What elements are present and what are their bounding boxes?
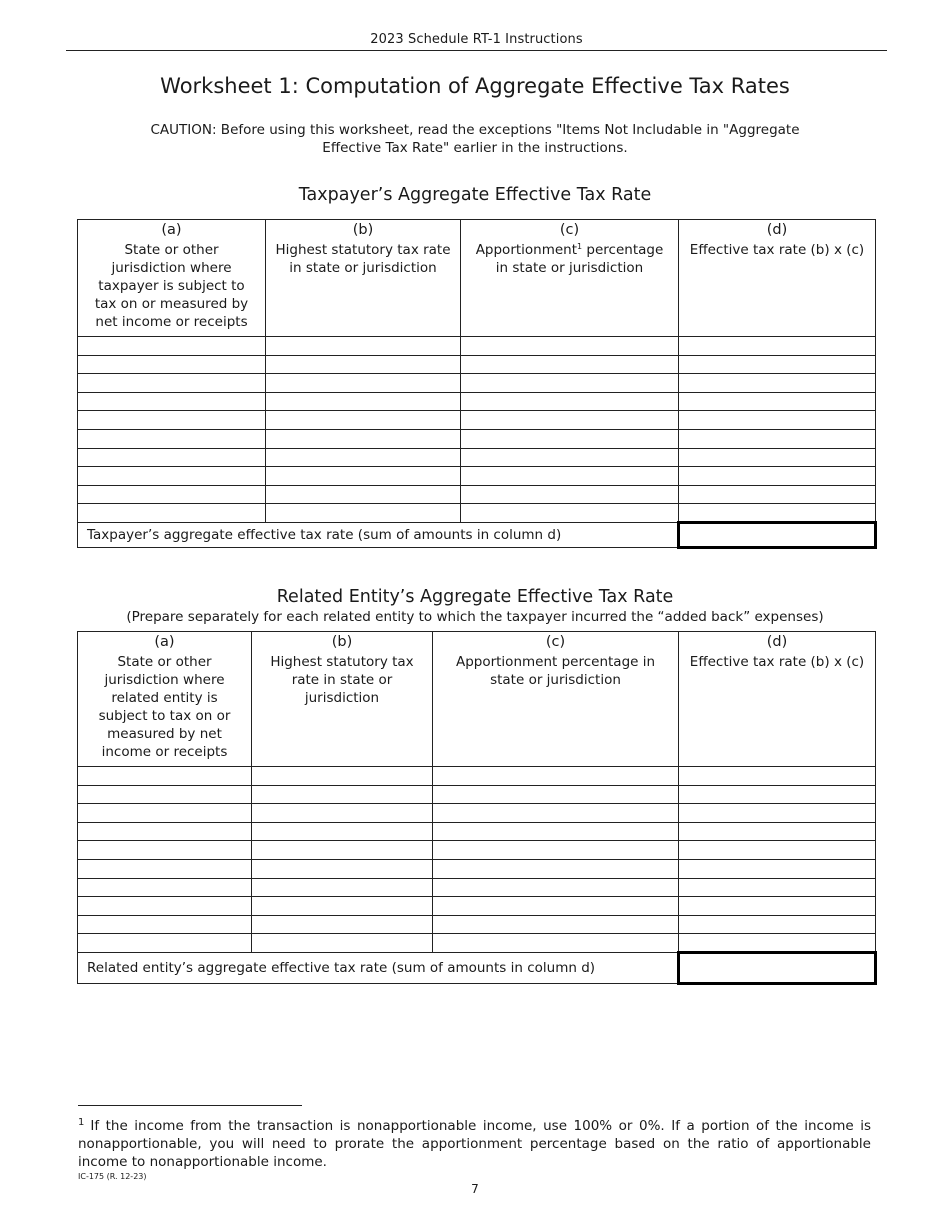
jurisdiction-cell[interactable] [78, 392, 266, 411]
effective-rate-cell[interactable] [679, 392, 876, 411]
statutory-rate-cell[interactable] [252, 878, 433, 897]
table-row [78, 915, 876, 934]
column-b-header [252, 632, 433, 767]
column-d-header [679, 632, 876, 767]
table-row [78, 934, 876, 953]
column-description [461, 241, 678, 277]
column-letter: (d) [766, 222, 788, 238]
effective-rate-cell[interactable] [679, 878, 876, 897]
apportionment-cell[interactable] [461, 411, 679, 430]
column-letter: (b) [331, 634, 353, 650]
table-row [78, 897, 876, 916]
effective-rate-cell[interactable] [679, 374, 876, 393]
column-description: State or other jurisdiction where taxpayer is subject to tax on or measured by net income or receipts [94, 242, 249, 330]
taxpayer-total-label: Taxpayer’s aggregate effective tax rate (sum of amounts in column d) [78, 522, 679, 547]
footnote-reference: 1 [577, 242, 583, 251]
jurisdiction-cell[interactable] [78, 504, 266, 523]
table-row [78, 504, 876, 523]
form-id: IC-175 (R. 12-23) [78, 1172, 147, 1181]
table-row [78, 767, 876, 786]
statutory-rate-cell[interactable] [252, 897, 433, 916]
jurisdiction-cell[interactable] [78, 915, 252, 934]
related-section-title: Related Entity’s Aggregate Effective Tax Rate [276, 587, 674, 607]
jurisdiction-cell[interactable] [78, 841, 252, 860]
jurisdiction-cell[interactable] [78, 804, 252, 823]
column-text-before: Apportionment [475, 242, 578, 258]
statutory-rate-cell[interactable] [252, 767, 433, 786]
statutory-rate-cell[interactable] [266, 485, 461, 504]
column-description: Highest statutory tax rate in state or jurisdiction [275, 242, 451, 276]
jurisdiction-cell[interactable] [78, 785, 252, 804]
table-row [78, 411, 876, 430]
related-total-label: Related entity’s aggregate effective tax rate (sum of amounts in column d) [78, 952, 679, 983]
statutory-rate-cell[interactable] [266, 504, 461, 523]
effective-rate-cell[interactable] [679, 785, 876, 804]
apportionment-cell[interactable] [461, 337, 679, 356]
column-description: Apportionment percentage in state or jurisdiction [455, 654, 656, 688]
statutory-rate-cell[interactable] [266, 355, 461, 374]
jurisdiction-cell[interactable] [78, 411, 266, 430]
statutory-rate-cell[interactable] [252, 804, 433, 823]
taxpayer-entry-rows [78, 337, 876, 523]
effective-rate-cell[interactable] [679, 859, 876, 878]
page-number: 7 [471, 1182, 479, 1196]
jurisdiction-cell[interactable] [78, 467, 266, 486]
jurisdiction-cell[interactable] [78, 355, 266, 374]
column-b-header [266, 220, 461, 337]
table-row [78, 337, 876, 356]
apportionment-cell[interactable] [461, 485, 679, 504]
table-row [78, 429, 876, 448]
statutory-rate-cell[interactable] [252, 822, 433, 841]
related-header-row [78, 632, 876, 767]
jurisdiction-cell[interactable] [78, 448, 266, 467]
column-a-header [78, 632, 252, 767]
apportionment-cell[interactable] [433, 934, 679, 953]
header-rule [66, 50, 887, 51]
jurisdiction-cell[interactable] [78, 485, 266, 504]
column-description: Highest statutory tax rate in state or jurisdiction [270, 654, 414, 706]
column-text-after: percentage in state or jurisdiction [495, 242, 664, 276]
footnote-rule [78, 1105, 302, 1106]
page-title: Worksheet 1: Computation of Aggregate Effective Tax Rates [160, 74, 790, 98]
apportionment-cell[interactable] [433, 878, 679, 897]
apportionment-cell[interactable] [433, 822, 679, 841]
related-entry-rows [78, 767, 876, 953]
table-row [78, 804, 876, 823]
column-description: Effective tax rate (b) x (c) [689, 242, 865, 258]
apportionment-cell[interactable] [433, 915, 679, 934]
jurisdiction-cell[interactable] [78, 822, 252, 841]
jurisdiction-cell[interactable] [78, 878, 252, 897]
column-letter: (c) [559, 222, 580, 238]
column-letter: (b) [352, 222, 374, 238]
effective-rate-cell[interactable] [679, 411, 876, 430]
jurisdiction-cell[interactable] [78, 374, 266, 393]
effective-rate-cell[interactable] [679, 485, 876, 504]
statutory-rate-cell[interactable] [266, 374, 461, 393]
statutory-rate-cell[interactable] [252, 785, 433, 804]
apportionment-cell[interactable] [461, 392, 679, 411]
effective-rate-cell[interactable] [679, 429, 876, 448]
apportionment-cell[interactable] [461, 429, 679, 448]
footnote-text: If the income from the transaction is nonapportionable income, use 100% or 0%. If a portion of the income is nonapportionable, you will need to prorate the apportionment percentage based on the ratio of apportionable income to nonapportionable income. [78, 1118, 871, 1170]
table-row [78, 785, 876, 804]
column-letter: (a) [161, 222, 182, 238]
apportionment-cell[interactable] [461, 448, 679, 467]
effective-rate-cell[interactable] [679, 355, 876, 374]
column-letter: (c) [545, 634, 566, 650]
statutory-rate-cell[interactable] [266, 337, 461, 356]
footnote-mark: 1 [78, 1117, 85, 1128]
apportionment-cell[interactable] [433, 859, 679, 878]
apportionment-cell[interactable] [433, 804, 679, 823]
effective-rate-cell[interactable] [679, 504, 876, 523]
related-section-subtitle: (Prepare separately for each related entity to which the taxpayer incurred the “added back” expenses) [126, 609, 824, 625]
jurisdiction-cell[interactable] [78, 429, 266, 448]
statutory-rate-cell[interactable] [266, 411, 461, 430]
statutory-rate-cell[interactable] [266, 429, 461, 448]
effective-rate-cell[interactable] [679, 767, 876, 786]
statutory-rate-cell[interactable] [252, 915, 433, 934]
related-total-row [78, 952, 876, 983]
column-letter: (d) [766, 634, 788, 650]
table-row [78, 448, 876, 467]
apportionment-cell[interactable] [433, 767, 679, 786]
effective-rate-cell[interactable] [679, 897, 876, 916]
jurisdiction-cell[interactable] [78, 934, 252, 953]
jurisdiction-cell[interactable] [78, 767, 252, 786]
table-row [78, 374, 876, 393]
jurisdiction-cell[interactable] [78, 859, 252, 878]
jurisdiction-cell[interactable] [78, 897, 252, 916]
apportionment-cell[interactable] [433, 785, 679, 804]
statutory-rate-cell[interactable] [252, 934, 433, 953]
jurisdiction-cell[interactable] [78, 337, 266, 356]
table-row [78, 841, 876, 860]
table-row [78, 392, 876, 411]
column-letter: (a) [154, 634, 175, 650]
related-entity-table [77, 631, 877, 985]
column-description: State or other jurisdiction where related entity is subject to tax on or measured by net income or receipts [98, 654, 231, 760]
statutory-rate-cell[interactable] [252, 841, 433, 860]
apportionment-cell[interactable] [461, 374, 679, 393]
effective-rate-cell[interactable] [679, 822, 876, 841]
effective-rate-cell[interactable] [679, 448, 876, 467]
taxpayer-header-row [78, 220, 876, 337]
apportionment-cell[interactable] [461, 467, 679, 486]
table-row [78, 467, 876, 486]
related-total-field[interactable] [679, 952, 876, 983]
effective-rate-cell[interactable] [679, 337, 876, 356]
apportionment-cell[interactable] [461, 504, 679, 523]
column-a-header [78, 220, 266, 337]
apportionment-cell[interactable] [433, 897, 679, 916]
column-description: Effective tax rate (b) x (c) [689, 654, 865, 670]
running-head: 2023 Schedule RT-1 Instructions [370, 32, 583, 47]
taxpayer-table [77, 219, 877, 549]
table-row [78, 878, 876, 897]
effective-rate-cell[interactable] [679, 915, 876, 934]
column-c-header [433, 632, 679, 767]
effective-rate-cell[interactable] [679, 804, 876, 823]
effective-rate-cell[interactable] [679, 467, 876, 486]
statutory-rate-cell[interactable] [266, 448, 461, 467]
apportionment-cell[interactable] [461, 355, 679, 374]
statutory-rate-cell[interactable] [252, 859, 433, 878]
apportionment-cell[interactable] [433, 841, 679, 860]
statutory-rate-cell[interactable] [266, 392, 461, 411]
taxpayer-section-title: Taxpayer’s Aggregate Effective Tax Rate [298, 185, 652, 205]
taxpayer-total-field[interactable] [679, 522, 876, 547]
column-d-header [679, 220, 876, 337]
footnote [78, 1114, 871, 1171]
effective-rate-cell[interactable] [679, 841, 876, 860]
table-row [78, 355, 876, 374]
effective-rate-cell[interactable] [679, 934, 876, 953]
taxpayer-total-row [78, 522, 876, 547]
caution-note: CAUTION: Before using this worksheet, read the exceptions "Items Not Includable in "Aggregate Effective Tax Rate" earlier in the instructions. [150, 122, 800, 156]
statutory-rate-cell[interactable] [266, 467, 461, 486]
table-row [78, 485, 876, 504]
table-row [78, 859, 876, 878]
column-c-header [461, 220, 679, 337]
table-row [78, 822, 876, 841]
